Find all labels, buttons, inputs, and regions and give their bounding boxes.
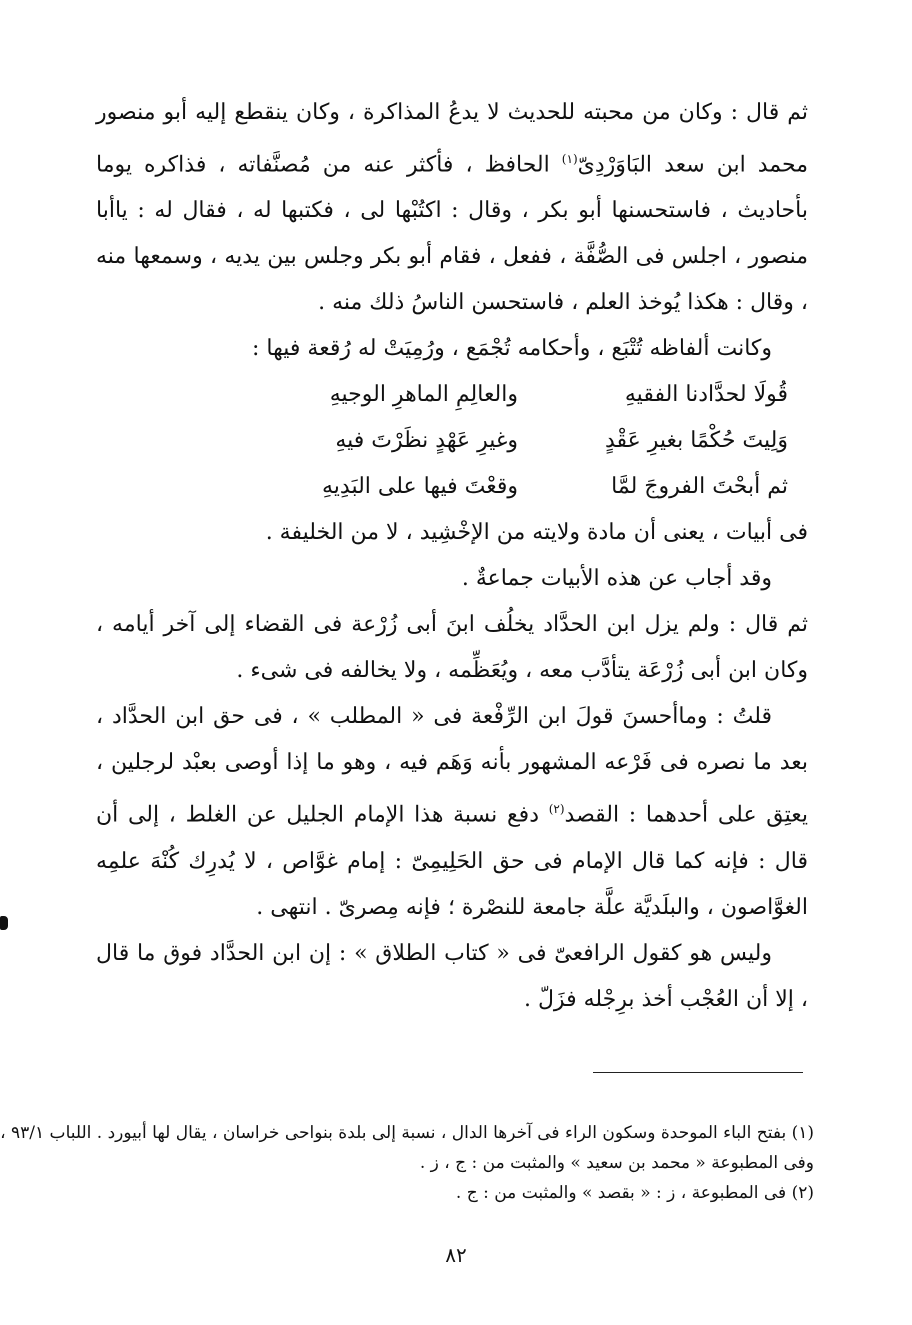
paragraph-6-text: قلتُ : وماأحسنَ قولَ ابن الرِّفْعة فى « المطلب » ، فى حق ابن الحدَّاد ، بعد ما نصره فى فَرْعه المشهور بأنه وَهَم فيه ، وهو ما إذا أوصى بعبْد لرجلين ، يعتِق على أحدهما : القصد — [96, 704, 808, 828]
paragraph-1 — [96, 90, 808, 326]
verse-second-hemistich: وقعْتَ فيها على البَدِيهِ — [321, 474, 518, 500]
poem-verse — [96, 418, 808, 464]
paragraph-2: وكانت ألفاظه تُتْبَع ، وأحكامه تُجْمَع ، ورُمِيَتْ له رُقعة فيها : — [252, 336, 772, 362]
footnote-line: (٢) فى المطبوعة ، ز : « بقصد » والمثبت من : ج . — [455, 1183, 814, 1203]
paragraph-3: فى أبيات ، يعنى أن مادة ولايته من الإخْشِيد ، لا من الخليفة . — [265, 520, 808, 546]
scan-mark — [0, 916, 8, 930]
verse-second-hemistich: والعالِمِ الماهرِ الوجيهِ — [329, 382, 518, 408]
verse-first-hemistich: قُولَا لحدَّادنا الفقيهِ — [624, 382, 788, 408]
page-number: ٨٢ — [445, 1243, 467, 1267]
paragraph-7: وليس هو كقول الرافعىّ فى « كتاب الطلاق » : إن ابن الحدَّاد فوق ما قال ، إلا أن العُجْب أخذ برِجْله فزَلّ . — [96, 940, 808, 1012]
paragraph-1-text: ثم قال : وكان من محبته للحديث لا يدعُ المذاكرة ، وكان ينقطع إليه أبو منصور محمد ابن سعد البَاوَرْدِىّ — [96, 100, 808, 178]
paragraph-6-text-rest: دفع نسبة هذا الإمام الجليل عن الغلط ، إلى أن قال : فإنه كما قال الإمام فى حق الحَلِيمِىّ : إمام غوَّاص ، لا يُدرِك كُنْهَ علمِه الغوَّاصون ، والبلَديَّة علَّة جامعة للنصْرة ؛ فإنه مِصرىّ . انتهى . — [96, 802, 808, 920]
verse-first-hemistich: ثم أبحْتَ الفروجَ لمَّا — [611, 474, 788, 500]
poem-verse — [96, 372, 808, 418]
paragraph-1-text-rest: الحافظ ، فأكثر عنه من مُصنَّفاته ، فذاكره يوما بأحاديث ، فاستحسنها أبو بكر ، وقال : اكتُبْها لى ، فكتبها له ، فقال له : ياأبا منصور ، اجلس فى الصُّفَّة ، ففعل ، فقام أبو بكر وجلس بين يديه ، وسمعها منه ، وقال : هكذا يُوخذ العلم ، فاستحسن الناسُ ذلك منه . — [96, 152, 808, 316]
footnote-ref-2: (٢) — [548, 802, 565, 817]
main-text — [96, 90, 808, 1023]
footnote-line: (١) بفتح الباء الموحدة وسكون الراء فى آخرها الدال ، نسبة إلى بلدة بنواحى خراسان ، يقال لها أبيورد . اللباب ٩٣/١ ، — [0, 1123, 814, 1143]
paragraph-5: ثم قال : ولم يزل ابن الحدَّاد يخلُف ابنَ أبى زُرْعة فى القضاء إلى آخر أيامه ، وكان ابن أبى زُرْعَة يتأدَّب معه ، ويُعَظِّمه ، ولا يخالفه فى شىء . — [96, 612, 808, 684]
poem-verse — [96, 464, 808, 510]
footnotes — [0, 1118, 814, 1208]
verse-second-hemistich: وغيرِ عَهْدٍ نظَرْتَ فيهِ — [335, 428, 518, 454]
paragraph-4: وقد أجاب عن هذه الأبيات جماعةٌ . — [461, 566, 772, 592]
paragraph-6 — [96, 694, 808, 930]
footnote-separator — [593, 1072, 803, 1073]
poem — [96, 372, 808, 510]
footnote-ref-1: (١) — [561, 152, 578, 166]
verse-first-hemistich: وَلِيتَ حُكْمًا بغيرِ عَقْدٍ — [604, 428, 788, 454]
footnote-line: وفى المطبوعة « محمد بن سعيد » والمثبت من : ج ، ز . — [419, 1153, 814, 1173]
